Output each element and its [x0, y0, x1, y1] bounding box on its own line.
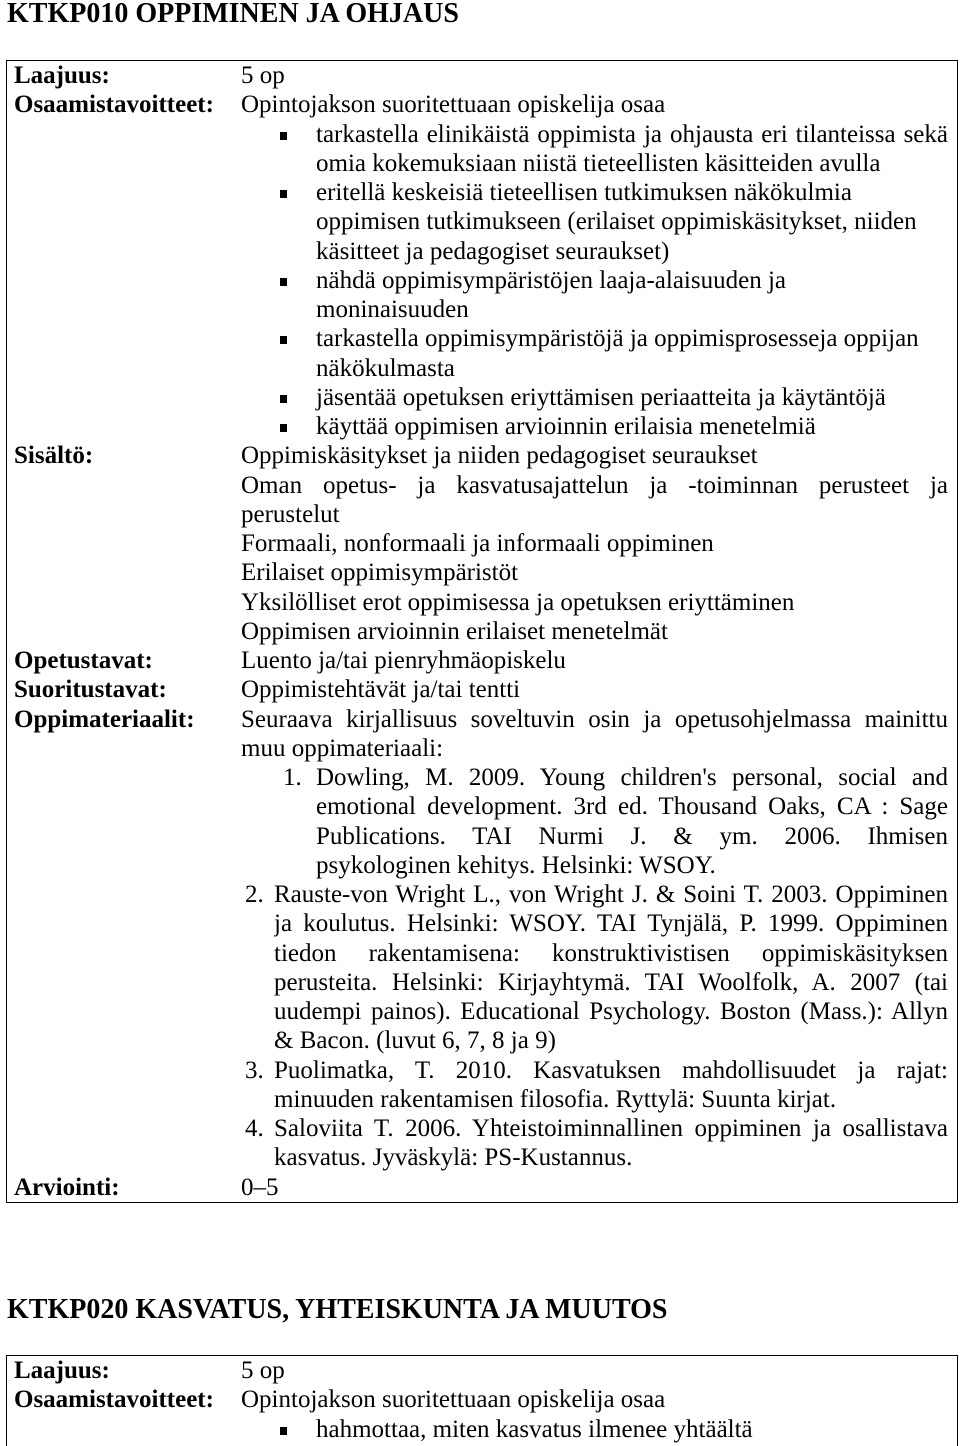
teaching-methods-cell [241, 646, 948, 675]
materials-label: Oppimateriaalit: [14, 705, 195, 733]
course-table [6, 1355, 958, 1446]
objective-line: hahmottaa, miten kasvatus ilmenee yhtäältä [316, 1415, 753, 1443]
scope-label: Laajuus: [14, 62, 110, 89]
content-label: Sisältö: [14, 442, 94, 470]
objective-line: nähdä oppimisympäristöjen laaja-alaisuuden ja [316, 266, 786, 294]
materials-cell [241, 705, 948, 1173]
materials-row [7, 705, 957, 1173]
reference-line: tiedon rakentamisena: konstruktivistisen oppimiskäsityksen [274, 939, 948, 967]
reference-line: Puolimatka, T. 2010. Kasvatuksen mahdollisuudet ja rajat: [274, 1056, 948, 1084]
teaching-methods-label: Opetustavat: [14, 647, 153, 674]
reference-number: 4. [245, 1115, 264, 1142]
assessment-cell [241, 1173, 948, 1202]
objectives-cell [241, 1385, 948, 1444]
objective-line: käsitteet ja pedagogiset seuraukset) [316, 237, 670, 265]
scope-row [7, 61, 957, 90]
assessment-label: Arviointi: [14, 1173, 120, 1201]
content-cell [241, 441, 948, 646]
objective-item [241, 178, 948, 266]
completion-methods-value: Oppimistehtävät ja/tai tentti [241, 676, 521, 704]
objective-line: näkökulmasta [316, 354, 455, 382]
reference-line: Dowling, M. 2009. Young children's personal, social and [316, 764, 948, 791]
objectives-row [7, 1385, 957, 1444]
objectives-cell [241, 90, 948, 441]
objective-item [241, 383, 948, 412]
objective-item [241, 266, 948, 325]
objectives-label: Osaamistavoitteet: [14, 91, 214, 119]
content-line: Formaali, nonformaali ja informaali oppiminen [241, 530, 714, 557]
square-bullet-icon [280, 278, 287, 286]
reference-number: 1. [283, 764, 302, 791]
reference-line: uudempi painos). Educational Psychology. Boston (Mass.): Allyn [274, 998, 948, 1025]
reference-line: kasvatus. Jyväskylä: PS-Kustannus. [274, 1144, 633, 1172]
content-line: Oppimiskäsitykset ja niiden pedagogiset seuraukset [241, 442, 758, 470]
content-line: Oppimisen arvioinnin erilaiset menetelmät [241, 617, 668, 645]
objectives-row [7, 90, 957, 441]
objective-item [241, 412, 948, 441]
scope-value: 5 op [241, 1357, 285, 1384]
reference-number: 3. [245, 1056, 264, 1084]
scope-label: Laajuus: [14, 1357, 110, 1384]
completion-methods-cell [241, 675, 948, 704]
reference-line: Saloviita T. 2006. Yhteistoiminnallinen oppiminen ja osallistava [274, 1115, 948, 1142]
scope-row [7, 1356, 957, 1385]
course-title: KTKP010 OPPIMINEN JA OHJAUS [7, 0, 459, 29]
square-bullet-icon [280, 395, 287, 403]
reference-item [241, 1114, 948, 1173]
square-bullet-icon [280, 1427, 287, 1435]
objective-line: jäsentää opetuksen eriyttämisen periaatteita ja käytäntöjä [316, 383, 886, 411]
reference-line: ja koulutus. Helsinki: WSOY. TAI Tynjälä, P. 1999. Oppiminen [274, 910, 948, 938]
content-row [7, 441, 957, 646]
objective-line: käyttää oppimisen arvioinnin erilaisia menetelmiä [316, 413, 816, 440]
objective-item [241, 1415, 948, 1444]
objective-item [241, 120, 948, 179]
teaching-methods-row [7, 646, 957, 675]
content-line: Oman opetus- ja kasvatusajattelun ja -toiminnan perusteet ja [241, 471, 948, 499]
square-bullet-icon [280, 336, 287, 344]
scope-value: 5 op [241, 62, 285, 89]
teaching-methods-value: Luento ja/tai pienryhmäopiskelu [241, 647, 566, 674]
square-bullet-icon [280, 424, 287, 432]
objective-line: moninaisuuden [316, 296, 469, 323]
square-bullet-icon [280, 190, 287, 198]
scope-value-cell [241, 1356, 948, 1385]
content-line: perustelut [241, 500, 340, 528]
reference-line: psykologinen kehitys. Helsinki: WSOY. [316, 851, 716, 879]
objective-item [241, 324, 948, 383]
objective-line: oppimisen tutkimukseen (erilaiset oppimiskäsitykset, niiden [316, 208, 917, 236]
content-line: Erilaiset oppimisympäristöt [241, 559, 519, 587]
reference-item [241, 763, 948, 880]
objective-line: eritellä keskeisiä tieteellisen tutkimuksen näkökulmia [316, 179, 852, 206]
reference-item [241, 880, 948, 1056]
course-title: KTKP020 KASVATUS, YHTEISKUNTA JA MUUTOS [7, 1294, 668, 1325]
assessment-value: 0–5 [241, 1173, 279, 1201]
objectives-intro: Opintojakson suoritettuaan opiskelija osaa [241, 91, 666, 119]
completion-methods-row [7, 675, 957, 704]
course-table [6, 60, 958, 1203]
reference-line: & Bacon. (luvut 6, 7, 8 ja 9) [274, 1027, 556, 1055]
objective-line: omia kokemuksiaan niistä tieteellisten käsitteiden avulla [316, 149, 881, 177]
reference-line: perusteita. Helsinki: Kirjayhtymä. TAI Woolfolk, A. 2007 (tai [274, 968, 948, 996]
reference-number: 2. [245, 881, 264, 908]
reference-line: emotional development. 3rd ed. Thousand Oaks, CA : Sage [316, 793, 948, 821]
reference-line: Publications. TAI Nurmi J. & ym. 2006. Ihmisen [316, 822, 948, 850]
objective-line: tarkastella oppimisympäristöjä ja oppimisprosesseja oppijan [316, 325, 919, 353]
reference-item [241, 1056, 948, 1115]
objective-line: tarkastella elinikäistä oppimista ja ohjausta eri tilanteissa sekä [316, 120, 948, 148]
assessment-row [7, 1173, 957, 1202]
materials-intro-line: muu oppimateriaali: [241, 734, 444, 762]
materials-intro-line: Seuraava kirjallisuus soveltuvin osin ja opetusohjelmassa mainittu [241, 705, 948, 733]
scope-value-cell [241, 61, 948, 90]
content-line: Yksilölliset erot oppimisessa ja opetuksen eriyttäminen [241, 588, 795, 616]
objectives-intro: Opintojakson suoritettuaan opiskelija osaa [241, 1386, 666, 1414]
objectives-label: Osaamistavoitteet: [14, 1386, 214, 1414]
reference-line: minuuden rakentamisen filosofia. Ryttylä: Suunta kirjat. [274, 1085, 837, 1113]
square-bullet-icon [280, 132, 287, 140]
completion-methods-label: Suoritustavat: [14, 676, 167, 704]
reference-line: Rauste-von Wright L., von Wright J. & Soini T. 2003. Oppiminen [274, 881, 948, 908]
